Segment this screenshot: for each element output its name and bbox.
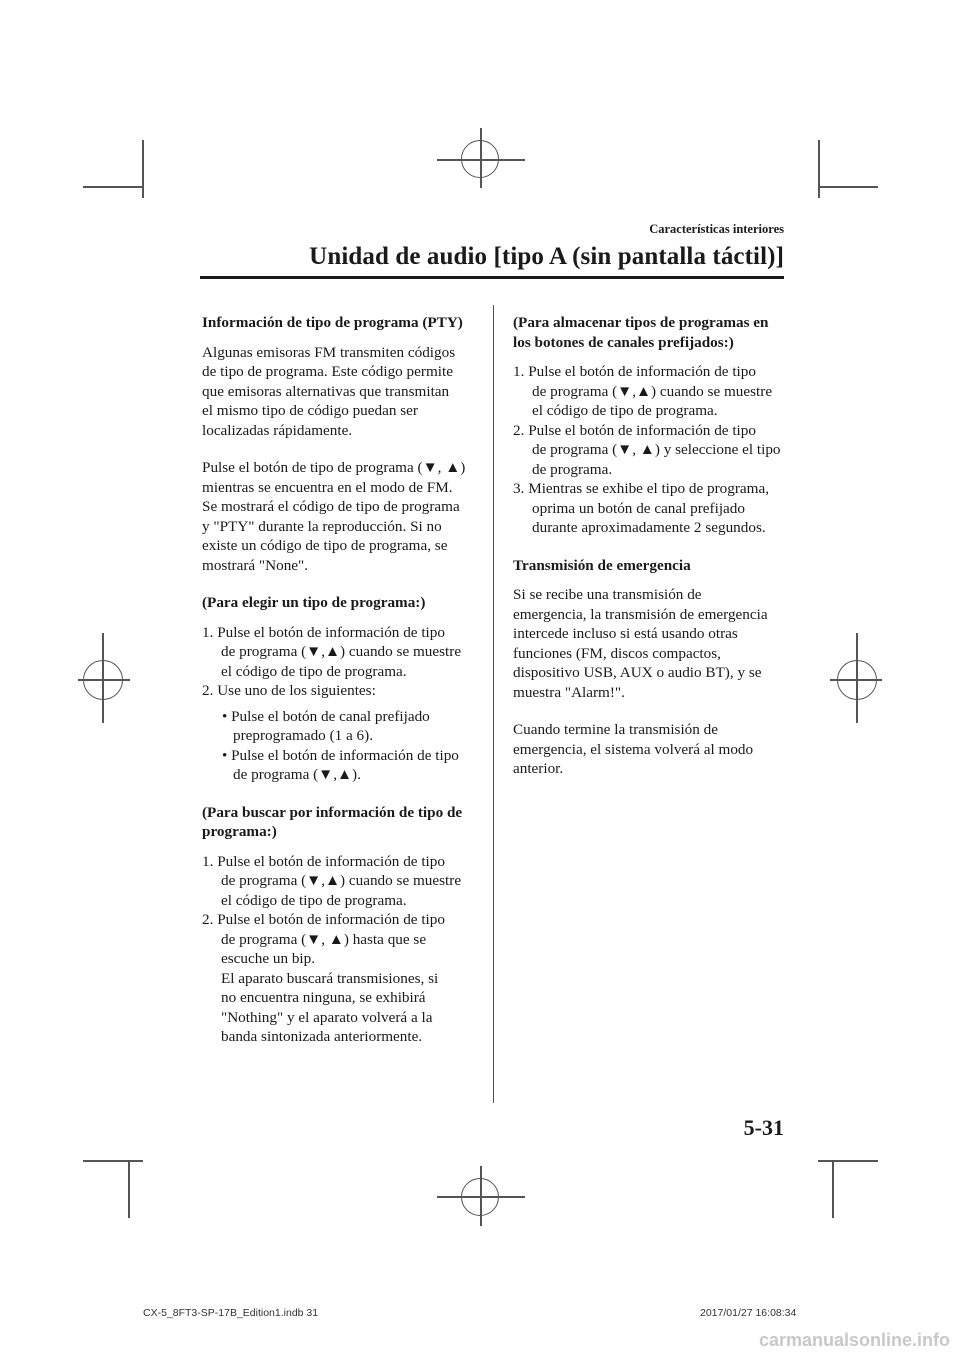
search-heading: (Para buscar por información de tipo de programa:) — [202, 803, 463, 840]
store-step-1: 1. Pulse el botón de información de tipo de programa (▼,▲) cuando se muestre el código de tipo de programa. — [513, 363, 773, 419]
pty-intro-paragraph: Algunas emisoras FM transmiten códigos de tipo de programa. Este código permite que emisoras alternativas que transmitan el mismo tipo de código puedan ser localizadas rápidamente. — [202, 343, 456, 439]
emergency-paragraph-2: Cuando termine la transmisión de emergencia, el sistema volverá al modo anterior. — [513, 721, 754, 777]
chapter-title: Unidad de audio [tipo A (sin pantalla táctil)] — [309, 243, 784, 270]
footer-timestamp: 2017/01/27 16:08:34 — [700, 1307, 797, 1319]
pty-press-paragraph: Pulse el botón de tipo de programa (▼, ▲) mientras se encuentra en el modo de FM. Se mostrará el código de tipo de programa y "PTY" durante la reproducción. Si no existe un código de tipo de programa, se mostrará "None". — [202, 459, 466, 574]
footer-file-info: CX-5_8FT3-SP-17B_Edition1.indb 31 — [143, 1307, 319, 1319]
left-column — [202, 313, 474, 1047]
choose-step-1: 1. Pulse el botón de información de tipo de programa (▼,▲) cuando se muestre el código de tipo de programa. — [202, 623, 462, 680]
emergency-paragraph-1: Si se recibe una transmisión de emergencia, la transmisión de emergencia intercede incluso si está usando otras funciones (FM, discos compactos, dispositivo USB, AUX o audio BT), y se muestra "Alarm!". — [513, 586, 768, 701]
store-step-3: 3. Mientras se exhibe el tipo de programa, oprima un botón de canal prefijado durante aproximadamente 2 segundos. — [513, 480, 769, 536]
search-step-2: 2. Pulse el botón de información de tipo de programa (▼, ▲) hasta que se escuche un bip. El aparato buscará transmisiones, si no encuentra ninguna, se exhibirá "Nothing" y el aparato volverá a la banda sintonizada anteriormente. — [202, 911, 445, 1045]
search-step-1: 1. Pulse el botón de información de tipo de programa (▼,▲) cuando se muestre el código de tipo de programa. — [202, 852, 462, 909]
right-column — [513, 313, 793, 779]
choose-bullet-1: • Pulse el botón de canal prefijado preprogramado (1 a 6). — [222, 707, 430, 744]
section-label: Características interiores — [649, 222, 784, 236]
emergency-heading: Transmisión de emergencia — [513, 556, 691, 574]
header-rule — [200, 276, 784, 279]
choose-heading: (Para elegir un tipo de programa:) — [202, 594, 426, 611]
watermark: carmanualsonline.info — [758, 1330, 950, 1350]
pty-heading: Información de tipo de programa (PTY) — [202, 314, 463, 331]
column-divider — [493, 305, 494, 1103]
choose-step-2: 2. Use uno de los siguientes: — [202, 682, 376, 699]
page-number: 5-31 — [743, 1115, 784, 1140]
store-step-2: 2. Pulse el botón de información de tipo de programa (▼, ▲) y seleccione el tipo de programa. — [513, 421, 781, 478]
store-heading: (Para almacenar tipos de programas en los botones de canales prefijados:) — [513, 314, 769, 351]
choose-bullet-2: • Pulse el botón de información de tipo de programa (▼,▲). — [222, 746, 459, 783]
